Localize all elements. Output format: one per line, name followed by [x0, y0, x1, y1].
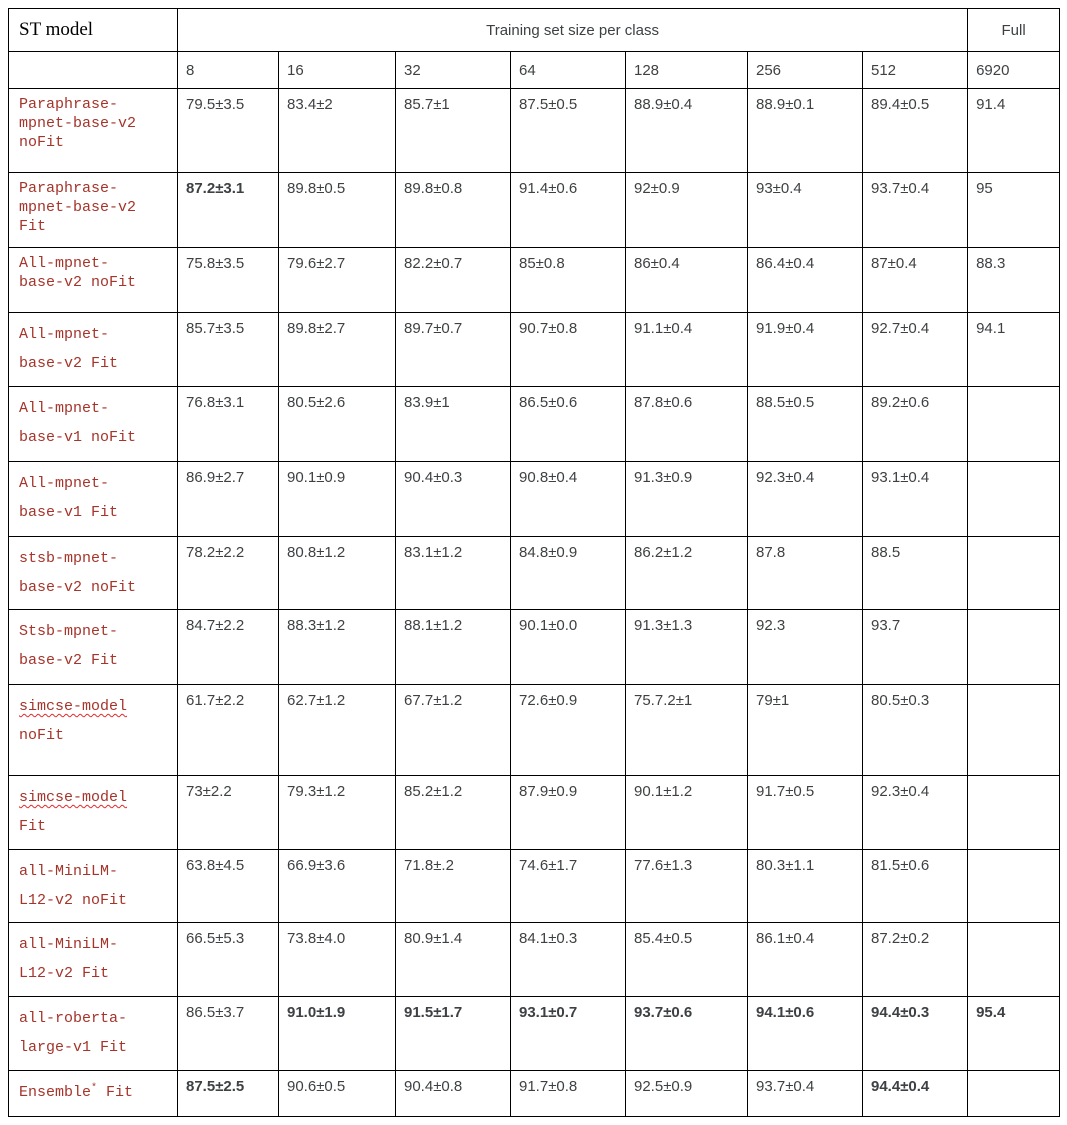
full-score-cell: 88.3	[968, 248, 1060, 313]
full-score-cell	[968, 1070, 1060, 1116]
score-cell: 89.8±2.7	[279, 313, 396, 387]
score-cell: 91.7±0.8	[511, 1070, 626, 1116]
score-cell: 91.3±0.9	[626, 461, 748, 536]
score-cell: 87.2±0.2	[863, 923, 968, 997]
score-cell: 89.7±0.7	[396, 313, 511, 387]
model-name-cell: stsb-mpnet- base-v2 noFit	[9, 536, 178, 610]
score-cell: 85.7±3.5	[178, 313, 279, 387]
model-name-cell: All-mpnet- base-v2 noFit	[9, 248, 178, 313]
score-cell: 79.6±2.7	[279, 248, 396, 313]
score-cell: 89.8±0.8	[396, 173, 511, 248]
score-cell: 83.1±1.2	[396, 536, 511, 610]
score-cell: 93.1±0.7	[511, 997, 626, 1071]
table-row	[9, 1070, 1060, 1116]
full-score-cell	[968, 776, 1060, 850]
score-cell: 87.8	[748, 536, 863, 610]
table-row	[9, 685, 1060, 776]
score-cell: 63.8±4.5	[178, 849, 279, 923]
score-cell: 90.1±0.0	[511, 610, 626, 685]
score-cell: 76.8±3.1	[178, 386, 279, 461]
score-cell: 92±0.9	[626, 173, 748, 248]
model-name-cell: All-mpnet- base-v2 Fit	[9, 313, 178, 387]
score-cell: 91.7±0.5	[748, 776, 863, 850]
model-name-cell: Ensemble* Fit	[9, 1070, 178, 1116]
score-cell: 73.8±4.0	[279, 923, 396, 997]
full-score-cell	[968, 610, 1060, 685]
st-model-header: ST model	[9, 9, 178, 52]
table-row	[9, 248, 1060, 313]
score-cell: 84.7±2.2	[178, 610, 279, 685]
score-cell: 88.5±0.5	[748, 386, 863, 461]
full-score-cell	[968, 386, 1060, 461]
size-column-header: 64	[511, 52, 626, 89]
score-cell: 86±0.4	[626, 248, 748, 313]
full-score-cell	[968, 685, 1060, 776]
score-cell: 77.6±1.3	[626, 849, 748, 923]
score-cell: 87.8±0.6	[626, 386, 748, 461]
table-row	[9, 776, 1060, 850]
score-cell: 80.3±1.1	[748, 849, 863, 923]
score-cell: 89.8±0.5	[279, 173, 396, 248]
score-cell: 87±0.4	[863, 248, 968, 313]
score-cell: 74.6±1.7	[511, 849, 626, 923]
score-cell: 90.4±0.3	[396, 461, 511, 536]
score-cell: 93.7	[863, 610, 968, 685]
score-cell: 62.7±1.2	[279, 685, 396, 776]
score-cell: 87.5±2.5	[178, 1070, 279, 1116]
score-cell: 86.5±3.7	[178, 997, 279, 1071]
model-name-cell: simcse-model noFit	[9, 685, 178, 776]
score-cell: 90.1±0.9	[279, 461, 396, 536]
score-cell: 75.7.2±1	[626, 685, 748, 776]
score-cell: 90.4±0.8	[396, 1070, 511, 1116]
score-cell: 91.1±0.4	[626, 313, 748, 387]
table-row	[9, 536, 1060, 610]
score-cell: 92.7±0.4	[863, 313, 968, 387]
size-column-header: 256	[748, 52, 863, 89]
size-column-header: 8	[178, 52, 279, 89]
st-model-results-table	[8, 8, 1060, 1117]
score-cell: 79.3±1.2	[279, 776, 396, 850]
score-cell: 93.7±0.4	[863, 173, 968, 248]
score-cell: 81.5±0.6	[863, 849, 968, 923]
score-cell: 87.5±0.5	[511, 89, 626, 173]
score-cell: 80.5±0.3	[863, 685, 968, 776]
full-score-cell: 91.4	[968, 89, 1060, 173]
score-cell: 91.3±1.3	[626, 610, 748, 685]
training-set-size-header: Training set size per class	[178, 9, 968, 52]
score-cell: 80.5±2.6	[279, 386, 396, 461]
score-cell: 79.5±3.5	[178, 89, 279, 173]
score-cell: 67.7±1.2	[396, 685, 511, 776]
full-score-cell	[968, 461, 1060, 536]
misspelled-model-name: simcse-model	[19, 698, 128, 715]
score-cell: 82.2±0.7	[396, 248, 511, 313]
header-group-row	[9, 9, 1060, 52]
score-cell: 80.8±1.2	[279, 536, 396, 610]
score-cell: 84.1±0.3	[511, 923, 626, 997]
score-cell: 85.2±1.2	[396, 776, 511, 850]
full-score-cell	[968, 923, 1060, 997]
size-column-header: 32	[396, 52, 511, 89]
model-name-cell: Paraphrase- mpnet-base-v2 noFit	[9, 89, 178, 173]
full-score-cell: 95	[968, 173, 1060, 248]
score-cell: 80.9±1.4	[396, 923, 511, 997]
score-cell: 86.1±0.4	[748, 923, 863, 997]
score-cell: 90.1±1.2	[626, 776, 748, 850]
score-cell: 92.3±0.4	[863, 776, 968, 850]
full-score-cell: 95.4	[968, 997, 1060, 1071]
score-cell: 86.2±1.2	[626, 536, 748, 610]
score-cell: 72.6±0.9	[511, 685, 626, 776]
score-cell: 89.2±0.6	[863, 386, 968, 461]
score-cell: 84.8±0.9	[511, 536, 626, 610]
size-column-header: 128	[626, 52, 748, 89]
score-cell: 78.2±2.2	[178, 536, 279, 610]
score-cell: 75.8±3.5	[178, 248, 279, 313]
table-row	[9, 461, 1060, 536]
score-cell: 79±1	[748, 685, 863, 776]
score-cell: 71.8±.2	[396, 849, 511, 923]
model-name-cell: all-MiniLM- L12-v2 Fit	[9, 923, 178, 997]
score-cell: 73±2.2	[178, 776, 279, 850]
table-row	[9, 173, 1060, 248]
score-cell: 88.5	[863, 536, 968, 610]
model-name-cell: simcse-model Fit	[9, 776, 178, 850]
score-cell: 92.5±0.9	[626, 1070, 748, 1116]
full-score-cell: 94.1	[968, 313, 1060, 387]
score-cell: 88.1±1.2	[396, 610, 511, 685]
score-cell: 66.9±3.6	[279, 849, 396, 923]
score-cell: 61.7±2.2	[178, 685, 279, 776]
table-row	[9, 997, 1060, 1071]
score-cell: 83.4±2	[279, 89, 396, 173]
full-score-cell	[968, 536, 1060, 610]
size-column-header: 16	[279, 52, 396, 89]
score-cell: 87.2±3.1	[178, 173, 279, 248]
score-cell: 92.3	[748, 610, 863, 685]
table-row	[9, 386, 1060, 461]
score-cell: 93±0.4	[748, 173, 863, 248]
score-cell: 85.4±0.5	[626, 923, 748, 997]
table-row	[9, 610, 1060, 685]
score-cell: 89.4±0.5	[863, 89, 968, 173]
score-cell: 93.1±0.4	[863, 461, 968, 536]
score-cell: 90.6±0.5	[279, 1070, 396, 1116]
score-cell: 87.9±0.9	[511, 776, 626, 850]
header-sizes-row	[9, 52, 1060, 89]
score-cell: 93.7±0.6	[626, 997, 748, 1071]
score-cell: 86.4±0.4	[748, 248, 863, 313]
model-name-cell: All-mpnet- base-v1 noFit	[9, 386, 178, 461]
table-row	[9, 89, 1060, 173]
score-cell: 91.5±1.7	[396, 997, 511, 1071]
table-row	[9, 313, 1060, 387]
score-cell: 92.3±0.4	[748, 461, 863, 536]
table-row	[9, 923, 1060, 997]
score-cell: 85±0.8	[511, 248, 626, 313]
size-column-header: 512	[863, 52, 968, 89]
table-row	[9, 849, 1060, 923]
misspelled-model-name: simcse-model	[19, 789, 128, 806]
score-cell: 90.8±0.4	[511, 461, 626, 536]
model-name-cell: Stsb-mpnet- base-v2 Fit	[9, 610, 178, 685]
model-name-cell: all-MiniLM- L12-v2 noFit	[9, 849, 178, 923]
score-cell: 90.7±0.8	[511, 313, 626, 387]
score-cell: 94.1±0.6	[748, 997, 863, 1071]
score-cell: 93.7±0.4	[748, 1070, 863, 1116]
score-cell: 94.4±0.4	[863, 1070, 968, 1116]
score-cell: 85.7±1	[396, 89, 511, 173]
full-size-column-header: 6920	[968, 52, 1060, 89]
model-name-cell: All-mpnet- base-v1 Fit	[9, 461, 178, 536]
full-score-cell	[968, 849, 1060, 923]
score-cell: 91.9±0.4	[748, 313, 863, 387]
score-cell: 88.3±1.2	[279, 610, 396, 685]
empty-corner-cell	[9, 52, 178, 89]
score-cell: 91.0±1.9	[279, 997, 396, 1071]
score-cell: 94.4±0.3	[863, 997, 968, 1071]
ensemble-footnote-asterisk: *	[91, 1082, 98, 1094]
model-name-cell: Paraphrase- mpnet-base-v2 Fit	[9, 173, 178, 248]
score-cell: 86.5±0.6	[511, 386, 626, 461]
score-cell: 91.4±0.6	[511, 173, 626, 248]
score-cell: 66.5±5.3	[178, 923, 279, 997]
score-cell: 86.9±2.7	[178, 461, 279, 536]
score-cell: 88.9±0.1	[748, 89, 863, 173]
score-cell: 88.9±0.4	[626, 89, 748, 173]
score-cell: 83.9±1	[396, 386, 511, 461]
model-name-cell: all-roberta- large-v1 Fit	[9, 997, 178, 1071]
full-header: Full	[968, 9, 1060, 52]
